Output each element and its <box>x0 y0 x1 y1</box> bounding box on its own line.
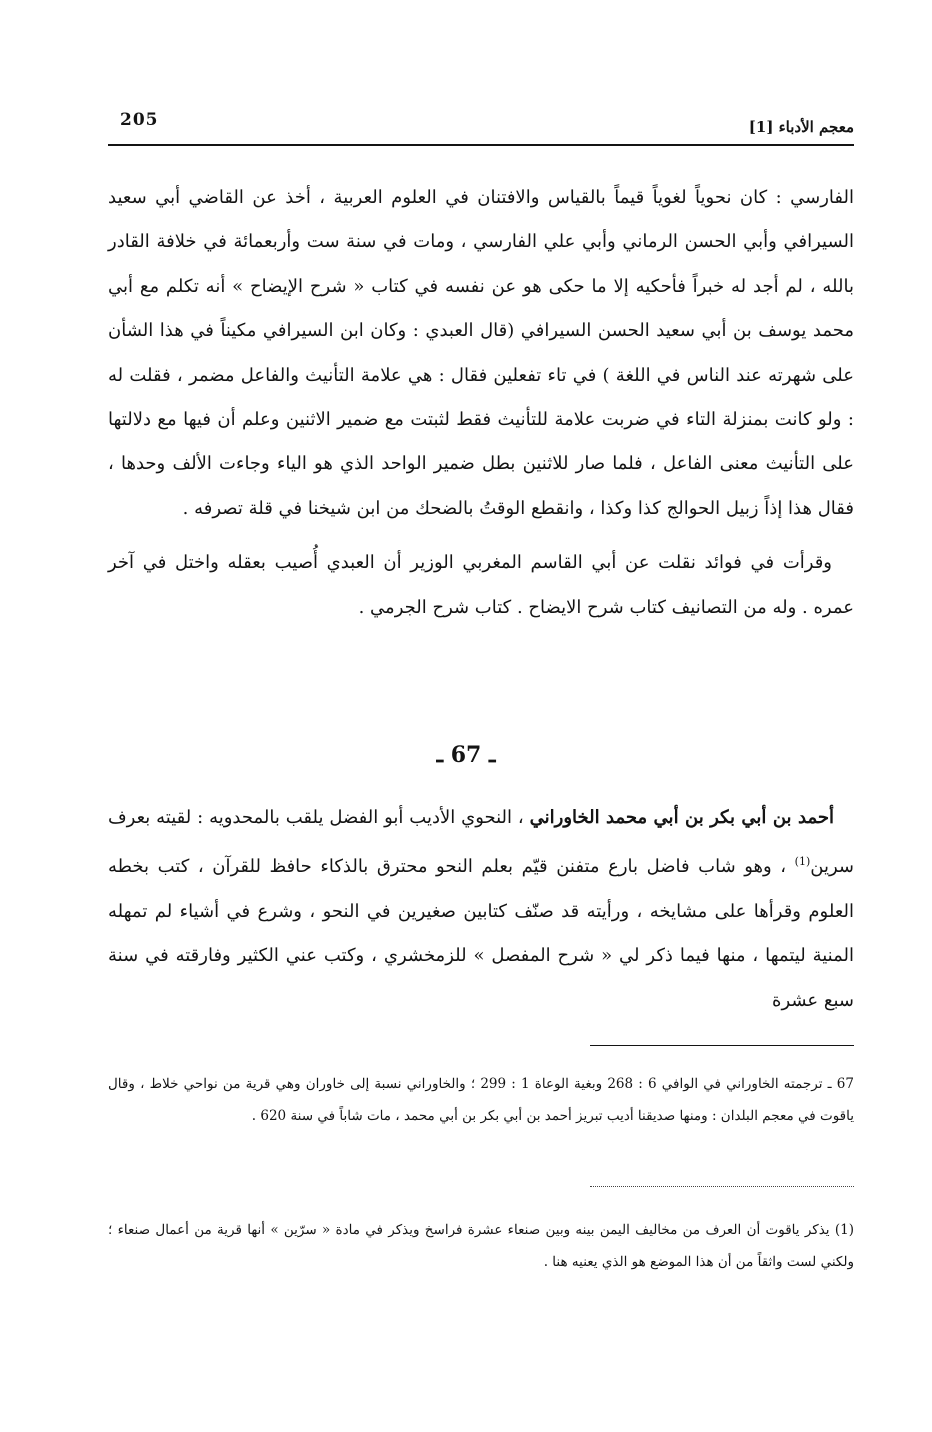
main-text <box>108 176 854 630</box>
footnote-1-text: (1) يذكر ياقوت أن العرف من مخاليف اليمن بينه وبين صنعاء عشرة فراسخ ويذكر في مادة « سرّين » أنها قرية من أعمال صنعاء ؛ ولكني لست واثقاً من أن هذا الموضع هو الذي يعنيه هنا . <box>108 1222 854 1270</box>
entry-footnote <box>108 1068 854 1132</box>
entry-text-b: ، وهو شاب فاضل بارع متفنن قيّم بعلم النحو محترق بالذكاء حافظ للقرآن ، كتب بخطه العلوم وقرأها على مشايخه ، ورأيته قد صنّف كتابين صغيرين في النحو ، وشرع في أشياء لم تمهله المنية ليتمها ، منها فيما ذكر لي « شرح المفصل » للزمخشري ، وكتب عني الكثير وفارقته في سنة سبع عشرة <box>108 856 855 1011</box>
footnote-ref: (1) <box>794 855 811 869</box>
entry-text-a: ، النحوي الأديب أبو الفضل يلقب بالمحدويه : لقيته بعرف سرين <box>108 807 854 878</box>
entry-number: ـ 67 ـ <box>436 742 496 768</box>
paragraph-1: الفارسي : كان نحوياً لغوياً قيماً بالقياس والافتنان في العلوم العربية ، أخذ عن القاضي أبي سعيد السيرافي وأبي الحسن الرماني وأبي علي الفارسي ، ومات في سنة ست وأربعمائة في خلافة القادر بالله ، لم أجد له خبراً فأحكيه إلا ما حكى هو عن نفسه في كتاب « شرح الإيضاح » أنه تكلم مع أبي محمد يوسف بن أبي سعيد الحسن السيرافي (قال العبدي : وكان ابن السيرافي مكيناً في هذا الشأن على شهرته عند الناس في اللغة ) في تاء تفعلين فقال : هي علامة التأنيث والفاعل مضمر ، فقلت له : ولو كانت بمنزلة التاء في ضربت علامة للتأنيث فقط لثبتت مع ضمير الاثنين وعلم أن فيها مع دلالتها على التأنيث معنى الفاعل ، فلما صار للاثنين بطل ضمير الواحد الذي هو الياء وجاءت الألف وحدها ، فقال هذا إذاً زبيل الحوالج كذا وكذا ، وانقطع الوقتُ بالضحك من ابن شيخنا في قلة تصرفه . <box>108 187 854 519</box>
footnote-rule <box>590 1045 854 1046</box>
entry-paragraph <box>108 796 854 1023</box>
footnote-dotted-rule <box>590 1186 854 1187</box>
entry-footnote-text: 67 ـ ترجمته الخاوراني في الوافي 6 : 268 وبغية الوعاة 1 : 299 ؛ والخاوراني نسبة إلى خاوران وهي قرية من نواحي خلاط ، وقال ياقوت في معجم البلدان : ومنها صديقنا أديب تبريز أحمد بن أبي بكر بن أبي محمد ، مات شاباً في سنة 620 . <box>108 1076 854 1124</box>
page-number: 205 <box>120 110 159 130</box>
running-header-title: معجم الأدباء [1] <box>748 118 854 136</box>
entry-heading: أحمد بن أبي بكر بن أبي محمد الخاوراني <box>529 807 834 828</box>
paragraph-2: وقرأت في فوائد نقلت عن أبي القاسم المغربي الوزير أن العبدي أُصيب بعقله واختل في آخر عمره . وله من التصانيف كتاب شرح الايضاح . كتاب شرح الجرمي . <box>108 552 854 618</box>
entry-67-text <box>108 796 854 1023</box>
header-rule <box>108 144 854 146</box>
numbered-footnote <box>108 1214 854 1278</box>
